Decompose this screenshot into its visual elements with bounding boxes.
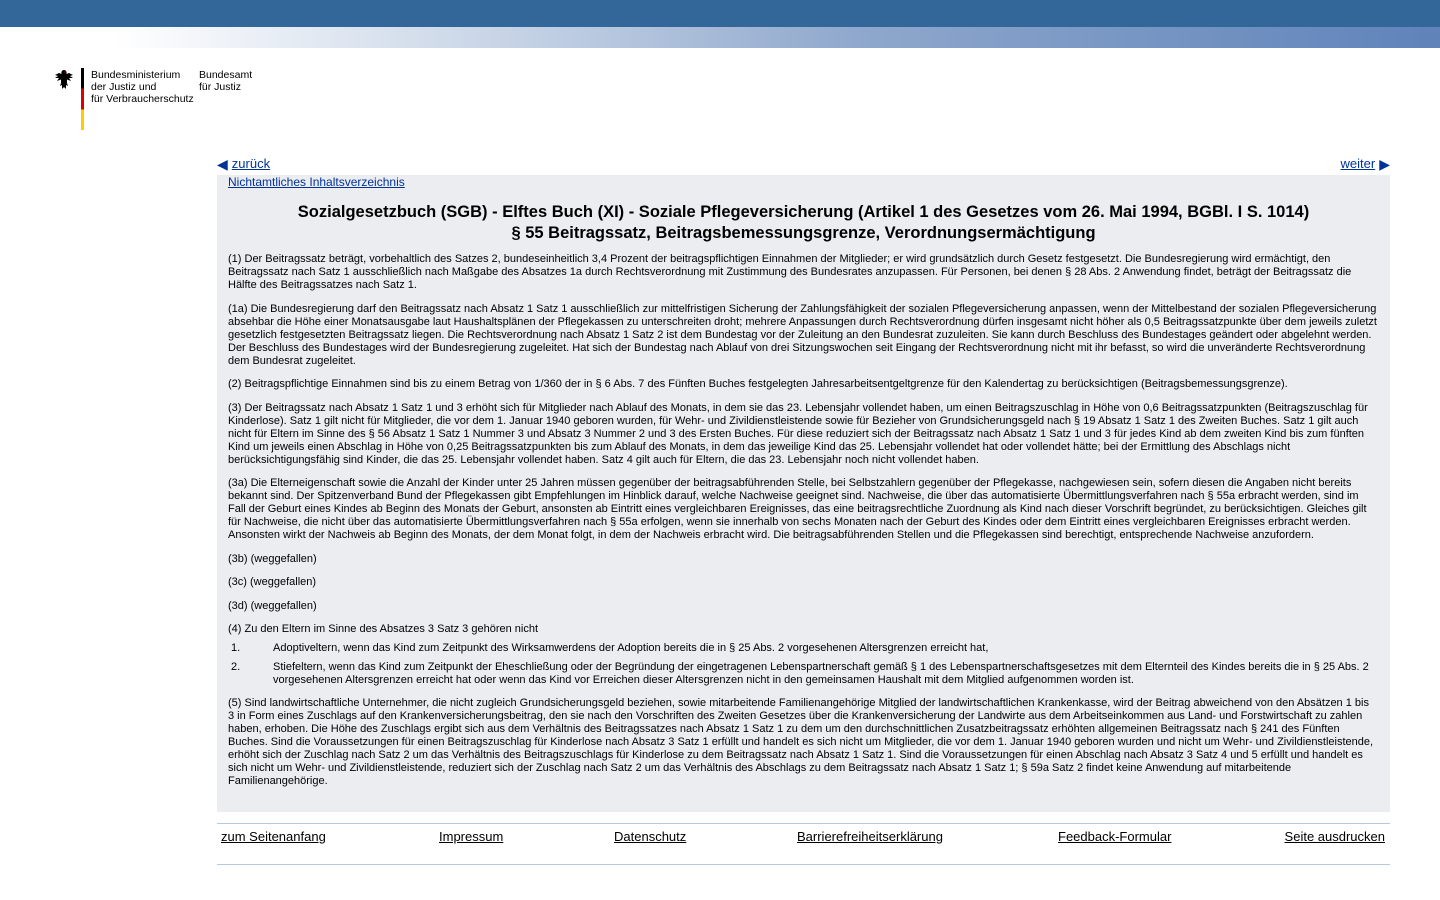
forward-link[interactable]: weiter	[1340, 156, 1376, 171]
paragraph-2: (2) Beitragspflichtige Einnahmen sind bis zu einem Betrag von 1/360 der in § 6 Abs. 7 des Fünften Buches festgelegten Jahresarbeitsentgeltgrenze für den Kalendertag zu berücksichtigen (Beitragsbemessungsgrenze).	[228, 378, 1288, 390]
accessibility-link[interactable]: Barrierefreiheitserklärung	[797, 829, 943, 844]
toc-link[interactable]: Nichtamtliches Inhaltsverzeichnis	[228, 175, 405, 189]
forward-link-wrap	[1341, 156, 1390, 171]
list-item-number: 2.	[231, 661, 241, 673]
page-navigation	[217, 153, 1390, 173]
top-bar	[0, 0, 1440, 27]
print-link[interactable]: Seite ausdrucken	[1284, 829, 1385, 844]
agency-name: Bundesamt für Justiz	[199, 69, 253, 93]
footer-links	[217, 823, 1390, 865]
paragraph-1a: (1a) Die Bundesregierung darf den Beitragssatz nach Absatz 1 Satz 1 ausschließlich zur mittelfristigen Sicherung der Zahlungsfähigkeit der sozialen Pflegeversicherung anpassen, wenn der Mittelbestand der sozialen Pflegeversicherung absehbar die Höhe einer Monatsausgabe laut Haushaltsplänen der Pflegekassen zu unterschreiten droht; mehrere Anpassungen durch Rechtsverordnung dürfen insgesamt nicht höher als 0,5 Beitragssatzpunkte über dem jeweils zuletzt gesetzlich festgesetzten Beitragssatz liegen. Die Rechtsverordnung nach Absatz 1 Satz 2 ist dem Bundestag vor der Zuleitung an den Bundesrat zuzuleiten. Sie kann durch Beschluss des Bundestages geändert oder abgelehnt werden. Der Beschluss des Bundestages wird der Bundesregierung zugeleitet. Hat sich der Bundestag nach Ablauf von drei Sitzungswochen seit Eingang der Rechtsverordnung nicht mit ihr befasst, so wird die unveränderte Rechtsverordnung dem Bundesrat zugeleitet.	[228, 302, 1377, 367]
feedback-link[interactable]: Feedback-Formular	[1058, 829, 1172, 844]
list-item	[228, 661, 1378, 687]
back-link-wrap	[217, 156, 270, 171]
paragraph-3a: (3a) Die Elterneigenschaft sowie die Anzahl der Kinder unter 25 Jahren müssen gegenüber der beitragsabführenden Stelle, bei Selbstzahlern gegenüber der Pflegekasse, nachgewiesen sein, sofern diesen die Angaben nicht bereits bekannt sind. Der Spitzenverband Bund der Pflegekassen gibt Empfehlungen im Hinblick darauf, welche Nachweise geeignet sind. Nachweise, die über das automatisierte Übermittlungsverfahren nach § 55a erbracht werden, sind im Fall der Geburt eines Kindes ab Beginn des Monats der Geburt, ansonsten ab Eintritt eines vergleichbaren Ereignisses, das eine beitragsrechtliche Zuordnung als Kind nach dieser Vorschrift begründet, zu berücksichtigen. Gleiches gilt für Nachweise, die nicht über das automatisierte Übermittlungsverfahren nach § 55a erfolgen, wenn sie innerhalb von sechs Monaten nach der Geburt des Kindes oder dem Eintritt eines vergleichbaren Ereignisses erbracht werden. Ansonsten wirkt der Nachweis ab Beginn des Monats, der dem Monat folgt, in dem der Nachweis erbracht wird. Die beitragsabführenden Stellen und die Pflegekassen sind berechtigt, entsprechende Nachweise anzufordern.	[228, 477, 1367, 541]
paragraph-4: (4) Zu den Eltern im Sinne des Absatzes 3 Satz 3 gehören nicht	[228, 623, 539, 635]
paragraph-3: (3) Der Beitragssatz nach Absatz 1 Satz 1 und 3 erhöht sich für Mitglieder nach Ablauf des Monats, in dem sie das 23. Lebensjahr vollendet haben, um einen Beitragszuschlag in Höhe von 0,6 Beitragssatzpunkten (Beitragszuschlag für Kinderlose). Satz 1 gilt nicht für Mitglieder, die vor dem 1. Januar 1940 geboren wurden, für Wehr- und Zivildienstleistende sowie für Bezieher von Grundsicherungsgeld nach § 19 Absatz 1 Satz 1 des Zweiten Buches. Satz 1 gilt auch nicht für Eltern im Sinne des § 56 Absatz 1 Satz 1 Nummer 3 und Absatz 3 Nummer 2 und 3 des Ersten Buches. Für diese reduziert sich der Beitragssatz nach Absatz 1 Satz 1 und 3 für jedes Kind ab dem zweiten Kind bis zum fünften Kind um jeweils einen Abschlag in Höhe von 0,25 Beitragssatzpunkten bis zum Ablauf des Monats, in dem das jeweilige Kind das 25. Lebensjahr vollendet hat oder vollendet hätte; bei der Ermittlung des Abschlags nicht berücksichtigungsfähig sind Kinder, die das 25. Lebensjahr vollendet haben. Satz 4 gilt auch für Eltern, die das 23. Lebensjahr noch nicht vollendet haben.	[228, 401, 1368, 466]
page-title	[217, 202, 1390, 244]
list-item-text: Adoptiveltern, wenn das Kind zum Zeitpunkt des Wirksamwerdens der Adoption bereits die in § 25 Abs. 2 vorgesehenen Altersgrenzen erreicht hat,	[273, 642, 989, 654]
flag-stripe	[81, 68, 84, 130]
law-text	[228, 253, 1378, 799]
federal-eagle-icon	[52, 68, 76, 92]
paragraph-4-list	[228, 642, 1378, 687]
impressum-link[interactable]: Impressum	[439, 829, 504, 844]
law-content	[217, 175, 1390, 812]
paragraph-3c: (3c) (weggefallen)	[228, 576, 317, 588]
list-item	[228, 642, 1378, 655]
to-top-link[interactable]: zum Seitenanfang	[221, 829, 326, 844]
arrow-left-icon[interactable]: ◀	[217, 155, 228, 172]
paragraph-3b: (3b) (weggefallen)	[228, 552, 317, 565]
paragraph-1: (1) Der Beitragssatz beträgt, vorbehaltlich des Satzes 2, bundeseinheitlich 3,4 Prozent der beitragspflichtigen Einnahmen der Mitglieder; er wird grundsätzlich durch Gesetz festgesetzt. Die Bundesregierung wird ermächtigt, den Beitragssatz nach Satz 1 ausschließlich nach Maßgabe des Absatzes 1a durch Rechtsverordnung mit Zustimmung des Bundesrates anzupassen. Für Personen, bei denen § 28 Abs. 2 Anwendung findet, beträgt der Beitragssatz die Hälfte des Beitragssatzes nach Satz 1.	[228, 253, 1352, 291]
ministry-name: Bundesministerium der Justiz und für Verbraucherschutz	[91, 69, 194, 105]
list-item-text: Stiefeltern, wenn das Kind zum Zeitpunkt der Eheschließung oder der Begründung der eingetragenen Lebenspartnerschaft gemäß § 1 des Lebenspartnerschaftsgesetzes mit dem Elternteil des Kindes bereits die in § 25 Abs. 2 vorgesehenen Altersgrenzen erreicht hat oder wenn das Kind vor Erreichen dieser Altersgrenzen nicht in den gemeinsamen Haushalt mit dem Mitglied aufgenommen worden ist.	[273, 661, 1369, 686]
section-title: § 55 Beitragssatz, Beitragsbemessungsgrenze, Verordnungsermächtigung	[511, 224, 1096, 242]
paragraph-5: (5) Sind landwirtschaftliche Unternehmer, die nicht zugleich Grundsicherungsgeld beziehen, sowie mitarbeitende Familienangehörige Mitglied der landwirtschaftlichen Krankenkasse, wird der Beitrag abweichend von den Absätzen 1 bis 3 in Form eines Zuschlags auf den Krankenversicherungsbeitrag, den sie nach den Vorschriften des Zweiten Gesetzes über die Krankenversicherung der Landwirte aus dem Arbeitseinkommen aus Land- und Forstwirtschaft zu zahlen haben, erhoben. Die Höhe des Zuschlags ergibt sich aus dem Verhältnis des Beitragssatzes nach Absatz 1 Satz 1 zu dem um den durchschnittlichen Zusatzbeitragssatz erhöhten allgemeinen Beitragssatz nach § 241 des Fünften Buches. Sind die Voraussetzungen für einen Beitragszuschlag für Kinderlose nach Absatz 3 Satz 1 erfüllt und handelt es sich nicht um Mitglieder, die vor dem 1. Januar 1940 geboren wurden und nicht um Wehr- und Zivildienstleistende, erhöht sich der Zuschlag nach Satz 2 um das Verhältnis des Beitragszuschlags für Kinderlose zu dem Beitragssatz nach Absatz 1 Satz 1. Sind die Voraussetzungen für einen Abschlag nach Absatz 3 Satz 4 und 5 erfüllt und handelt es sich nicht um Wehr- und Zivildienstleistende, reduziert sich der Zuschlag nach Satz 2 um das Verhältnis des Abschlags zu dem Beitragssatz nach Absatz 1 Satz 1; § 59a Satz 2 findet keine Anwendung auf mitarbeitende Familienangehörige.	[228, 697, 1374, 787]
list-item-number: 1.	[231, 642, 241, 654]
back-link[interactable]: zurück	[231, 156, 271, 171]
privacy-link[interactable]: Datenschutz	[614, 829, 687, 844]
gradient-bar	[0, 27, 1440, 48]
paragraph-3d: (3d) (weggefallen)	[228, 599, 317, 612]
law-title: Sozialgesetzbuch (SGB) - Elftes Buch (XI) - Soziale Pflegeversicherung (Artikel 1 des Gesetzes vom 26. Mai 1994, BGBl. I S. 1014)	[297, 203, 1310, 221]
arrow-right-icon[interactable]: ▶	[1379, 155, 1390, 172]
